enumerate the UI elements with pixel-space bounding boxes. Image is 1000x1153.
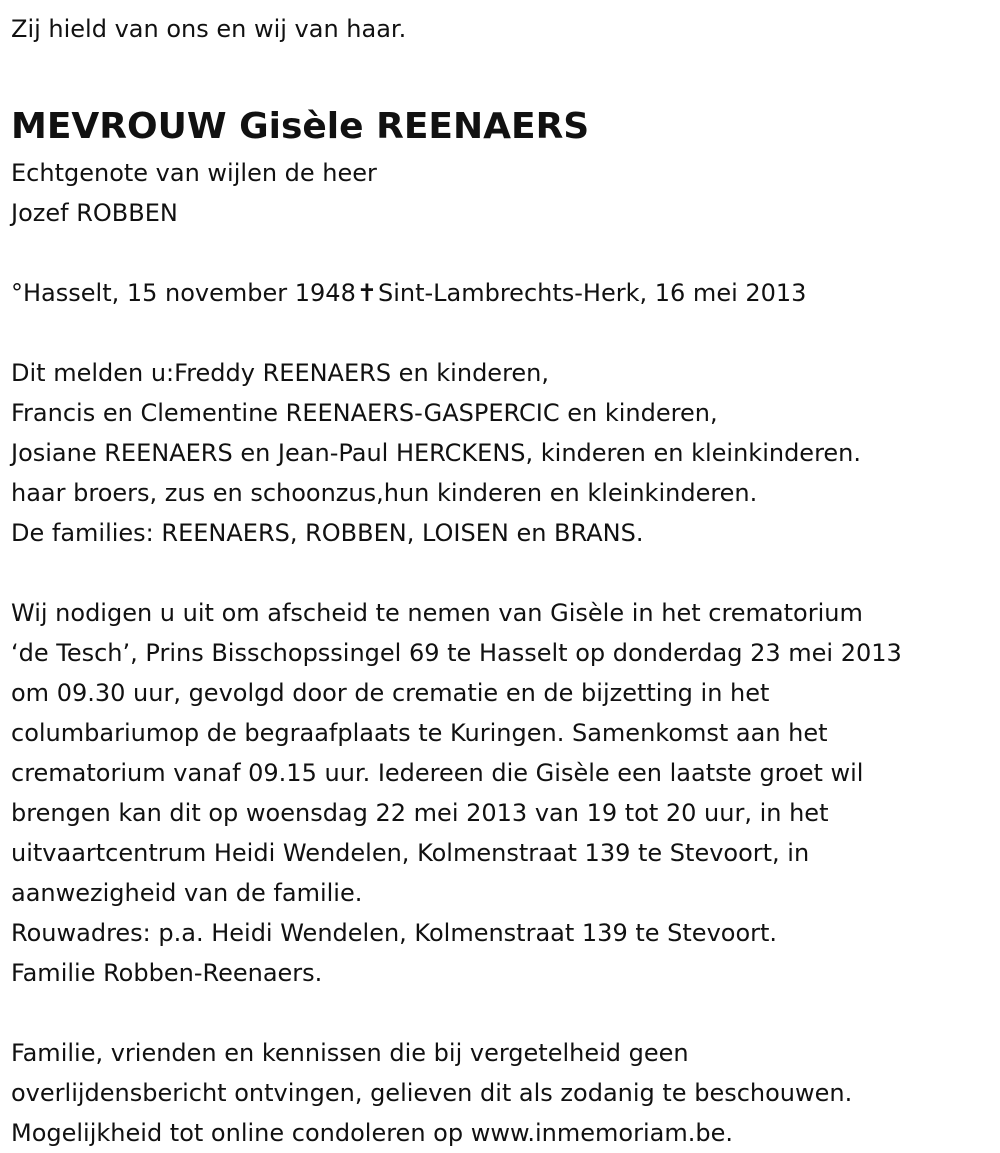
spacer <box>11 233 1000 273</box>
mourning-address: Rouwadres: p.a. Heidi Wendelen, Kolmenstraat 139 te Stevoort. <box>11 919 778 947</box>
ceremony-line: ‘de Tesch’, Prins Bisschopssingel 69 te Hasselt op donderdag 23 mei 2013 <box>11 639 902 667</box>
spacer <box>11 313 1000 353</box>
closing-block <box>11 1033 1000 1153</box>
spacer <box>11 553 1000 593</box>
announcer-line: De families: REENAERS, ROBBEN, LOISEN en BRANS. <box>11 519 644 547</box>
birth-date-place: Hasselt, 15 november 1948 <box>23 279 356 307</box>
ceremony-line: brengen kan dit op woensdag 22 mei 2013 van 19 tot 20 uur, in het <box>11 799 829 827</box>
announcer-line: Josiane REENAERS en Jean-Paul HERCKENS, kinderen en kleinkinderen. <box>11 439 862 467</box>
announcer-line: Dit melden u:Freddy REENAERS en kinderen, <box>11 359 550 387</box>
family-signature: Familie Robben-Reenaers. <box>11 959 323 987</box>
ceremony-block <box>11 593 1000 993</box>
online-condolence-line: Mogelijkheid tot online condoleren op www.inmemoriam.be. <box>11 1119 733 1147</box>
spouse-line-1: Echtgenote van wijlen de heer <box>11 159 377 187</box>
ceremony-line: uitvaartcentrum Heidi Wendelen, Kolmenstraat 139 te Stevoort, in <box>11 839 810 867</box>
ceremony-line: columbariumop de begraafplaats te Kuringen. Samenkomst aan het <box>11 719 828 747</box>
motto: Zij hield van ons en wij van haar. <box>11 15 407 43</box>
ceremony-line: aanwezigheid van de familie. <box>11 879 363 907</box>
spouse-line-2: Jozef ROBBEN <box>11 199 178 227</box>
announcer-line: Francis en Clementine REENAERS-GASPERCIC en kinderen, <box>11 399 718 427</box>
ceremony-line: Wij nodigen u uit om afscheid te nemen van Gisèle in het crematorium <box>11 599 863 627</box>
closing-line: overlijdensbericht ontvingen, gelieven dit als zodanig te beschouwen. <box>11 1079 853 1107</box>
spouse-block <box>11 153 1000 233</box>
ceremony-line: om 09.30 uur, gevolgd door de crematie en de bijzetting in het <box>11 679 770 707</box>
birth-death-dates <box>11 273 1000 313</box>
ceremony-line: crematorium vanaf 09.15 uur. Iedereen die Gisèle een laatste groet wil <box>11 759 864 787</box>
deceased-name-title: MEVROUW Gisèle REENAERS <box>11 106 590 147</box>
closing-line: Familie, vrienden en kennissen die bij vergetelheid geen <box>11 1039 689 1067</box>
announcer-line: haar broers, zus en schoonzus,hun kinderen en kleinkinderen. <box>11 479 758 507</box>
spacer <box>11 993 1000 1033</box>
birth-symbol: ° <box>11 279 23 307</box>
cross-icon: ✝ <box>356 279 377 307</box>
death-date-place: Sint-Lambrechts-Herk, 16 mei 2013 <box>377 279 807 307</box>
announcers-block <box>11 353 1000 553</box>
